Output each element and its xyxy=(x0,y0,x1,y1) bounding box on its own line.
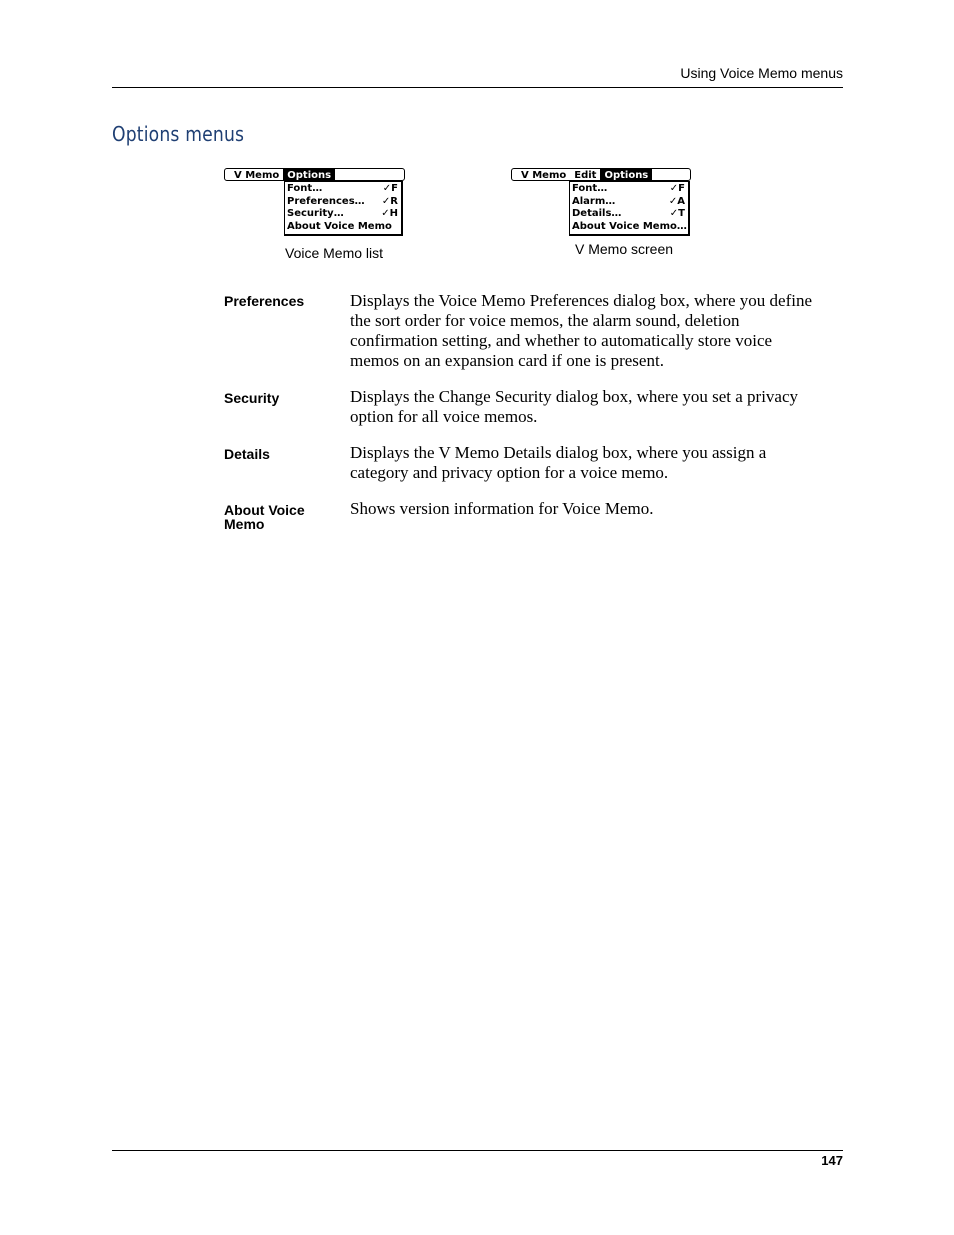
menu-item-about[interactable]: About Voice Memo xyxy=(287,221,399,234)
shortcut-label: ✓R xyxy=(381,195,398,207)
menubar xyxy=(511,168,691,181)
menubar-item-options[interactable]: Options xyxy=(600,169,652,180)
term-preferences: Preferences xyxy=(224,293,305,309)
description-preferences: Displays the Voice Memo Preferences dialog box, where you define the sort order for voice memos, the alarm sound, deletion confirmation setting, and whether to automatically store voice memos on an expansion card if one is present. xyxy=(350,291,813,370)
menubar xyxy=(224,168,405,181)
menubar-item-edit[interactable]: Edit xyxy=(574,170,597,181)
description-about-voice-memo: Shows version information for Voice Memo. xyxy=(350,499,654,518)
menu-item-security[interactable]: Security… ✓H xyxy=(287,208,398,219)
options-dropdown xyxy=(569,181,690,236)
menubar-item-vmemo[interactable]: V Memo xyxy=(234,170,280,181)
shortcut-label: ✓A xyxy=(668,195,685,207)
palm-menu-vmemo-screen xyxy=(511,168,691,238)
footer-rule xyxy=(112,1150,843,1151)
running-header: Using Voice Memo menus xyxy=(680,65,843,81)
menu-item-preferences[interactable]: Preferences… ✓R xyxy=(287,195,398,207)
header-rule xyxy=(112,87,843,88)
page-number: 147 xyxy=(821,1153,843,1168)
menu-item-details[interactable]: Details… ✓T xyxy=(572,208,685,219)
menu-item-alarm[interactable]: Alarm… ✓A xyxy=(572,195,685,207)
shortcut-label: ✓F xyxy=(382,183,398,194)
section-title: Options menus xyxy=(112,122,245,146)
shortcut-label: ✓H xyxy=(381,208,398,219)
figure-caption-list: Voice Memo list xyxy=(285,245,384,261)
menu-item-about[interactable]: About Voice Memo… xyxy=(572,220,687,232)
shortcut-label xyxy=(687,221,688,234)
menu-item-font[interactable]: Font… ✓F xyxy=(287,183,398,194)
shortcut-label xyxy=(398,221,399,234)
term-about-voice-memo: About Voice Memo xyxy=(224,502,305,532)
figure-caption-screen: V Memo screen xyxy=(575,241,674,257)
description-details: Displays the V Memo Details dialog box, where you assign a category and privacy option for a voice memo. xyxy=(350,443,767,482)
options-dropdown xyxy=(284,181,403,236)
palm-menu-voice-memo-list xyxy=(224,168,405,238)
description-security: Displays the Change Security dialog box, where you set a privacy option for all voice memos. xyxy=(350,387,799,426)
menu-item-font[interactable]: Font… ✓F xyxy=(572,183,685,194)
menubar-item-vmemo[interactable]: V Memo xyxy=(521,170,567,181)
term-security: Security xyxy=(224,390,280,406)
shortcut-label: ✓F xyxy=(669,183,685,194)
term-details: Details xyxy=(224,446,270,462)
shortcut-label: ✓T xyxy=(669,208,685,219)
menubar-item-options[interactable]: Options xyxy=(283,169,335,180)
